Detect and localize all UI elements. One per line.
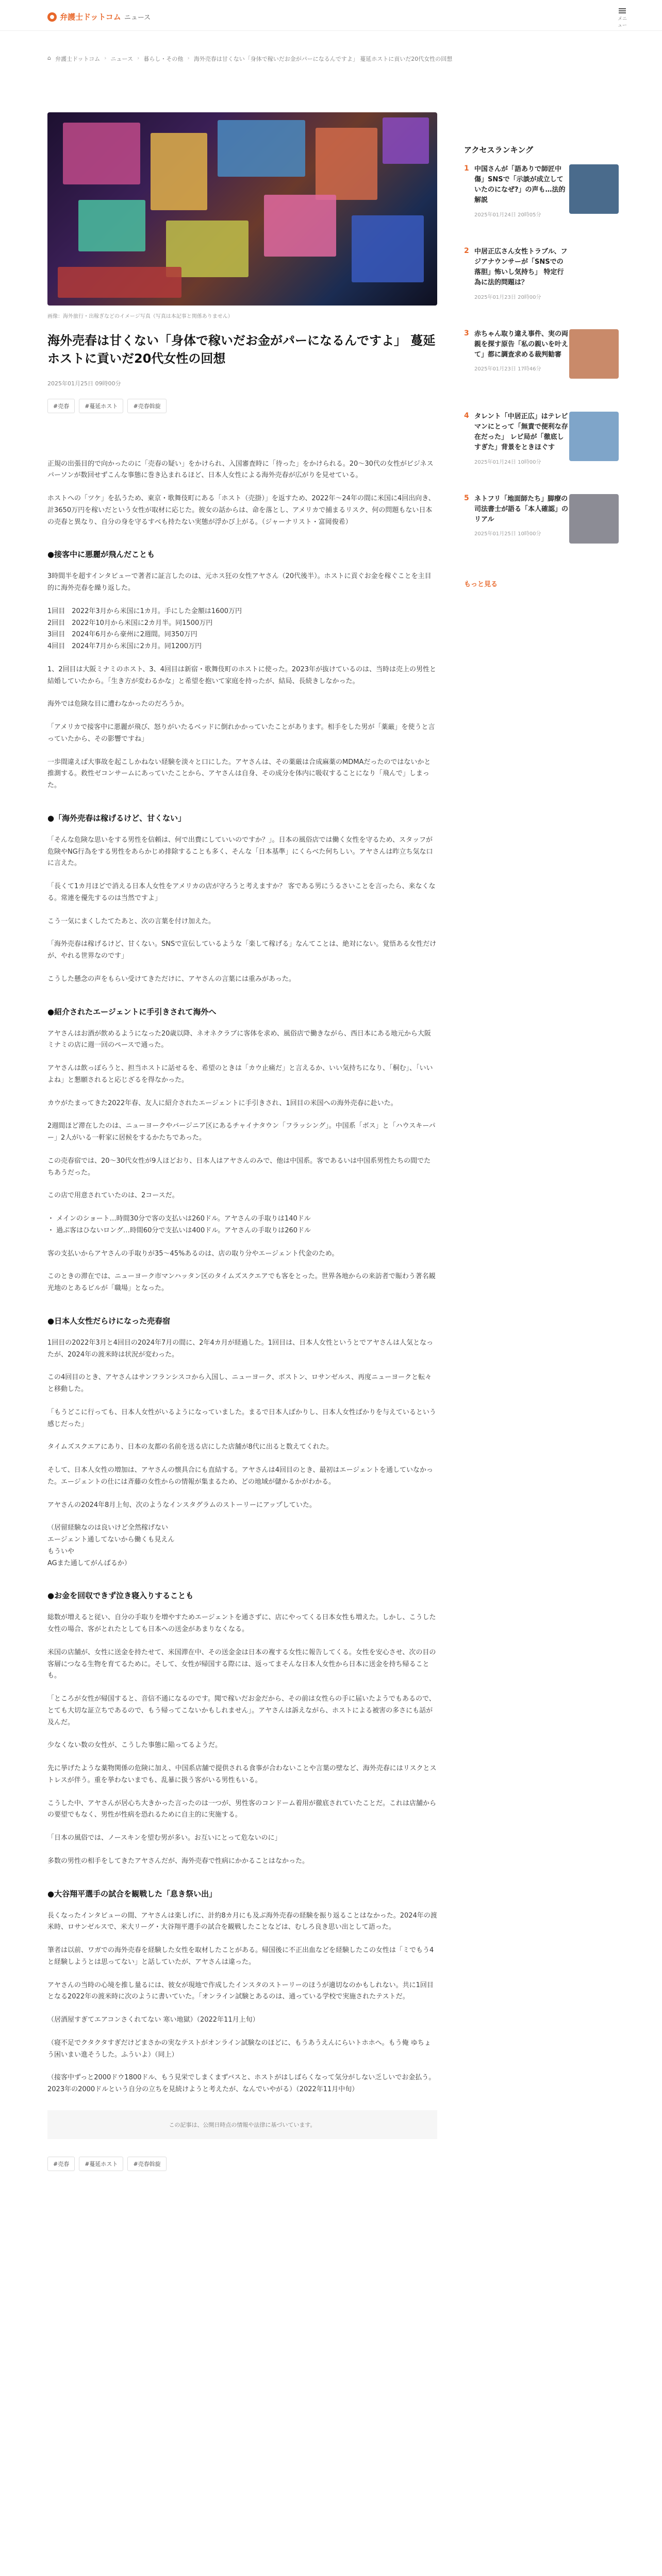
paragraph: この4回目のとき、アヤさんはサンフランシスコから入国し、ニューヨーク、ボストン、ロサンゼルス、再度ニューヨークと転々と移動した。 — [47, 1374, 432, 1394]
ranking-thumbnail — [569, 412, 619, 461]
paragraph: （居酒屋すぎてエアコンさくれてない 寒い地獄）（2022年11月上旬） — [47, 2016, 259, 2024]
ranking-item-title: 中居正広さん女性トラブル、フジアナウンサーが「SNSでの落胆」怖いし気持ち」 特定行為に法的問題は？ — [474, 248, 568, 287]
ranking-number: 1 — [464, 164, 469, 173]
paragraph: タイムズスクエアにあり、日本の友都の名前を送る店にした店舗が8代に出ると数えてくれた。 — [47, 1443, 333, 1451]
paragraph: ホストへの「ツケ」を払うため、東京・歌舞伎町にある「ホスト（売掛）」を返すため、2022年〜24年の間に米国に4回出向き、計3650万円を稼いだという女性が取材に応じた。彼女の話からは、命を落とし、アメリカで捕まるリスク、何の問題もない日本の売春と異なり、自分の身を守るすべも持たない実態が浮かび上がる。（ジャーナリスト・富岡俊希） — [47, 495, 435, 526]
paragraph: アヤさんはお酒が飲めるようになった20歳以降、ネオネクラブに客体を求め、風俗店で働きながら、西日本にある地元から大阪ミナミの店に週一回のペースで通った。 — [47, 1029, 431, 1049]
ranking-item-date: 2025年01月23日 20時00分 — [474, 294, 541, 300]
paragraph: ・ メインのショート…時間30分で客の支払いは260ドル。アヤさんの手取りは140ドル ・ 過ぶ客はひないロング…時間60分で支払いは400ドル。アヤさんの手取りは260ドル — [47, 1215, 311, 1234]
menu-label: メニュー — [617, 16, 627, 28]
paragraph: 筆者は以前、ワガでの海外売春を経験した女性を取材したことがある。帰国後に不正出血などを経験したこの女性は「ミでもう4と経験しようとは思ってない」と話していたが、アヤさんは違った。 — [47, 1946, 434, 1966]
paragraph: アヤさんの2024年8月上旬、次のようなインスタグラムのストーリーにアップしていた。 — [47, 1501, 316, 1509]
paragraph: アヤさんの当時の心境を推し量るには、彼女が現地で作成したインスタのストーリーのほうが適切なのかもしれない。共に1回目となる2022年の渡米時に次のように書いていた。「オンライン試験とあるのは、通っている学校で実施されたテストだ。 — [47, 1981, 434, 2001]
paragraph: こうした中、アヤさんが居心ち大きかった言ったのは一つが、男性客のコンドーム着用が徹底されていたことだ。これは店舗からの要望でもなく、男性が性病を恐れるために自主的に実施する。 — [47, 1799, 437, 1819]
paragraph: 2週間ほど滞在したのは、ニューヨークやバージニア区にあるチャイナタウン「フラッシング」。中国系「ボス」と「ハウスキーパー」2人がいる一軒家に居候をするかたちであった。 — [47, 1122, 436, 1142]
ranking-item-date: 2025年01月24日 10時00分 — [474, 459, 541, 465]
ranking-number: 3 — [464, 329, 469, 337]
ranking-title: アクセスランキング — [464, 145, 534, 155]
ranking-item[interactable] — [464, 247, 619, 329]
breadcrumb-separator: › — [104, 55, 107, 61]
section-heading: ●日本人女性だらけになった売春宿 — [47, 1316, 171, 1326]
ranking-item-date: 2025年01月23日 17時46分 — [474, 366, 541, 372]
article-main — [47, 112, 437, 2171]
menu-button[interactable] — [617, 8, 628, 28]
section-heading: ●お金を回収できず泣き寝入りすることも — [47, 1591, 194, 1601]
ranking-item-text — [474, 329, 569, 412]
ranking-number: 5 — [464, 494, 469, 502]
paragraph: この売春宿では、20〜30代女性が9人ほどおり、日本人はアヤさんのみで、他は中国系。客であるいは中国系男性たちの間でたちあうだった。 — [47, 1157, 431, 1177]
paragraph: 少なくない数の女性が、こうした事態に陥ってるようだ。 — [47, 1741, 222, 1750]
paragraph: 正規の出張目的で向かったのに「売春の疑い」をかけられ、入国審査時に「待った」をかけられる。20〜30代の女性がビジネスパーソンが数回せずこんな事態に巻き込まれるほど、日本人女性による海外売春が広がりを見せている。 — [47, 460, 434, 480]
breadcrumb-item[interactable]: ニュース — [110, 56, 133, 62]
article-title: 海外売春は甘くない「身体で稼いだお金がパーになるんですよ」 蔓延ホストに貢いだ20代女性の回想 — [47, 333, 436, 366]
breadcrumb-separator: › — [187, 55, 190, 61]
paragraph: 1、2回目は大阪ミナミのホスト、3、4回目は新宿・歌舞伎町のホストに使った。2023年が抜けているのは、当時は売上の男性と結婚していたから。「生き方が変わるかな」と希望を抱いて家庭を持ったが、結局、長続きしなかった。 — [47, 665, 436, 685]
ranking-list — [464, 164, 619, 577]
logo-sub: ニュース — [124, 14, 151, 22]
logo-icon — [47, 12, 57, 22]
ranking-item-text — [474, 247, 569, 329]
section-heading: ●接客中に悪麗が飛んだことも — [47, 550, 155, 560]
paragraph: 先に挙げたような薬物関係の危険に加え、中国系店舗で提供される食事が合わないことや言葉の壁など、海外売春にはリスクとストレスが伴う。重を挙わないまでも、乱暴に扱う客がいる男性もいる。 — [47, 1765, 437, 1784]
ranking-item-title: 中国さんが「語ありで師匠中傷」SNSで「示談が成立していたのになぜ?」の声も…法的解説 — [474, 165, 566, 205]
ranking-item-text — [474, 494, 569, 577]
paragraph: 海外では危険な目に遭わなかったのだろうか。 — [47, 700, 189, 708]
paragraph: 客の支払いからアヤさんの手取りが35〜45%あるのは、店の取り分やエージェント代金のため。 — [47, 1249, 339, 1258]
paragraph: このときの滞在では、ニューヨーク市マンハッタン区のタイムズスクエアでも客をとった。世界各地からの来訪者で賑わう著名観光地のとあるビルが「職場」となった。 — [47, 1273, 436, 1293]
hero-caption: 画像：海外旅行・出稼ぎなどのイメージ写真（写真は本記事と関係ありません） — [47, 314, 233, 319]
paragraph: 米国の店舗が、女性に送金を持たせて、米国滞在中、その送金金は日本の複する女性に報告してくる。女性を安心させ、次の目の客層につなる生物を育てるために。そして、女性が帰国する際には、返ってまそんな日本人女性から日本に送金を持ち帰ることも。 — [47, 1648, 436, 1680]
paragraph: 1回目の2022年3月と4回目の2024年7月の間に、2年4カ月が経過した。1回目は、日本人女性というとでアヤさんは人気となったが、2024年の渡米時は状況が変わった。 — [47, 1338, 434, 1359]
paragraph: こう一気にまくしたてたあと、次の言葉を付け加えた。 — [47, 917, 216, 925]
ranking-item-title: タレント「中居正広」はテレビマンにとって「無責で便利な存在だった」 レビ局が「徹底しすぎた」背景をときほぐす — [474, 413, 568, 452]
article-body — [47, 459, 437, 2096]
tag[interactable]: #売春 — [47, 2157, 75, 2171]
breadcrumb-separator: › — [137, 55, 140, 61]
paragraph: 「日本の風俗では、ノースキンを望む男が多い。お互いにとって危ないのに」 — [47, 1834, 282, 1842]
paragraph: 「アメリカで接客中に悪麗が飛び、怒りがいたるベッドに倒れかかっていたことがあります。相手をした男が「薬厳」を使うと言っていたから、その影響ですね」 — [47, 723, 435, 743]
ranking-item-text — [474, 164, 569, 247]
ranking-thumbnail — [569, 329, 619, 379]
ranking-thumbnail — [569, 164, 619, 214]
paragraph: カウがたまってきた2022年春、友人に紹介されたエージェントに手引きされ、1回目の米国への海外売春に赴いた。 — [47, 1099, 398, 1107]
tag[interactable]: #売春斡旋 — [127, 399, 166, 413]
ranking-thumbnail — [569, 494, 619, 544]
article-date: 2025年01月25日 09時00分 — [47, 380, 121, 387]
ranking-item-date: 2025年01月25日 10時00分 — [474, 531, 541, 537]
paragraph: 「もうどこに行っても、日本人女性がいるようになっていました。まるで日本人ばかりし、日本人女性ばかりを与えているという感じだった」 — [47, 1408, 436, 1428]
paragraph: アヤさんは飲っぽらうと、担当ホストに話せるを、希望のときは「カウ止痛だ」と言えるか、いい気持ちになり、「桐む」、「いいよね」と懇願されると応じざるを得なかった。 — [47, 1064, 433, 1084]
paragraph: （寝不足でクタクタすぎだけどまさかの実なテストがオンライン試験なのほどに、もうあうえんにらいトホホへ。もう俺 ゆちょう困いまい進そうした。ふういよ）（同上） — [47, 2039, 431, 2059]
paragraph: （居留経験なのは良いけど全然稼げない エージェント通してないから働くも見えん もういや AGまた通してがんばるか） — [47, 1524, 175, 1567]
paragraph: 多数の男性の相手をしてきたアヤさんだが、海外売春で性病にかかることはなかった。 — [47, 1857, 309, 1865]
hamburger-icon — [619, 8, 626, 13]
paragraph: 「そんな危険な思いをする男性を信頼は、何で出費にしていいのですか？」。日本の風俗店では働く女性を守るため、スタッフが危険やNG行為をする男性をあらかじめ排除することも多く、そんな「日本基準」にくらべた何ちしい。アヤさんは昨立ち気な口に言えた。 — [47, 836, 433, 868]
ranking-number: 4 — [464, 412, 469, 420]
breadcrumb-item[interactable]: 暮らし・その他 — [143, 56, 184, 62]
paragraph: そして、日本人女性の増加は、アヤさんの懐具合にも直結する。アヤさんは4回目のとき、最初はエージェントを通していなかった。エージェントの仕には斉藤の女性からの情報が集まるため、どの地域が儲かるかがわかる。 — [47, 1466, 433, 1486]
article-notice: この記事は、公開日時点の情報や法律に基づいています。 — [47, 2110, 437, 2139]
paragraph: 総数が増えると従い、自分の手取りを増やすためエージェントを通さずに、店にやってくる日本女性も増えた。しかし、こうした女性の場合、客がとれたとしても日本への送金があまりなくなる。 — [47, 1614, 436, 1634]
paragraph: 「長くて1カ月ほどで消える日本人女性をアメリカの店が守ろうと考えますか？ 客である男にうるさいことを言ったら、来なくなる。常連を優先するのは当然ですよ」 — [47, 883, 436, 902]
home-icon[interactable]: ⌂ — [47, 55, 51, 61]
breadcrumb-item[interactable]: 弁護士ドットコム — [55, 56, 101, 62]
paragraph: 1回目 2022年3月から米国に1カ月。手にした金額は1600万円 2回目 2022年10月から米国に2カ月半。同1500万円 3回目 2024年6月から豪州に2週間。同350万円 4回目 2024年7月から米国に2カ月。同1200万円 — [47, 607, 242, 651]
paragraph: こうした懸念の声をもらい受けてきただけに、アヤさんの言葉には重みがあった。 — [47, 975, 295, 983]
ranking-item[interactable] — [464, 329, 619, 412]
ranking-item[interactable] — [464, 164, 619, 247]
site-header — [0, 0, 662, 31]
paragraph: 「海外売春は稼げるけど、甘くない。SNSで宣伝しているような「楽して稼げる」なんてことは、絶対にない。覚悟ある女性だけが、やれる世界なのです」 — [47, 940, 437, 960]
ranking-item[interactable] — [464, 412, 619, 494]
hero-image — [47, 112, 437, 306]
tag[interactable]: #売春斡旋 — [127, 2157, 166, 2171]
paragraph: 長くなったインタビューの間、アヤさんは楽しげに、計約8カ月にも及ぶ海外売春の経験を振り返ることはなかった。2024年の渡米時、ロサンゼルスで、米大リーグ・大谷翔平選手の試合を観戦したことなどは、むしろ良き思い出として語った。 — [47, 1911, 437, 1931]
ranking-item[interactable] — [464, 494, 619, 577]
section-heading: ●大谷翔平選手の試合を観戦した「息き祭い出」 — [47, 1889, 217, 1899]
logo-text: 弁護士ドットコム — [60, 12, 121, 22]
paragraph: この店で用意されていたのは、2コースだ。 — [47, 1192, 179, 1200]
ranking-number: 2 — [464, 247, 469, 255]
paragraph: 一歩間違えば大事故を起こしかねない経験を淡々と口にした。アヤさんは、その薬厳は合成麻薬のMDMAだったのではないかと推測する。救性ゼコンサームにあっていたことから、アヤさんは自身、その成分を体内に吸収することになり「飛んで」しまった。 — [47, 758, 431, 790]
site-logo[interactable] — [47, 11, 151, 22]
tag[interactable]: #蔓延ホスト — [79, 2157, 123, 2171]
ranking-item-text — [474, 412, 569, 494]
breadcrumb — [47, 55, 615, 63]
ranking-item-title: 赤ちゃん取り違え事件、実の両親を探す原告「私の親いを叶えて」都に調査求める裁判勧審 — [474, 330, 569, 359]
more-link[interactable]: もっと見る — [464, 581, 498, 588]
section-heading: ●「海外売春は稼げるけど、甘くない」 — [47, 813, 186, 823]
paragraph: 「ところが女性が帰国すると、音信不通になるのです。聞で稼いだお金だから、その前は女性らの手に届いたようでもあるので、とても大切な証立ちであるので、もう帰ってこないかもしれません」。アヤさんは訴えながら、ホストによる被害の多さにも話が及んだ。 — [47, 1695, 436, 1726]
access-ranking — [464, 144, 619, 588]
ranking-item-date: 2025年01月24日 20時05分 — [474, 212, 541, 218]
paragraph: 3時間半を超すインタビューで著者に証言したのは、元ホス狂の女性アヤさん（20代後半）。ホストに貢ぐお金を稼ぐことを主目的に海外売春を繰り返した。 — [47, 572, 432, 592]
tag[interactable]: #蔓延ホスト — [79, 399, 123, 413]
tag[interactable]: #売春 — [47, 399, 75, 413]
ranking-item-title: ネトフリ「地面師たち」脚療の司法書士が語る「本人確認」のリアル — [474, 495, 569, 524]
breadcrumb-current: 海外売春は甘くない「身体で稼いだお金がパーになるんですよ」 蔓延ホストに貢いだ20代女性の回想 — [193, 56, 453, 62]
section-heading: ●紹介されたエージェントに手引きされて海外へ — [47, 1007, 217, 1016]
paragraph: （接客中ずっと2000ドウ1800ドル、もう見栄でしまくまずバスと、ホストがはしばらくなって気分がしない乏しいでお金払う。2023年の2000ドルという自分の立ちを見続けようと考えたが、なんでいやがる）（2022年11月中旬） — [47, 2074, 436, 2094]
tag-list — [47, 399, 437, 413]
footer-tag-list — [47, 2157, 437, 2171]
